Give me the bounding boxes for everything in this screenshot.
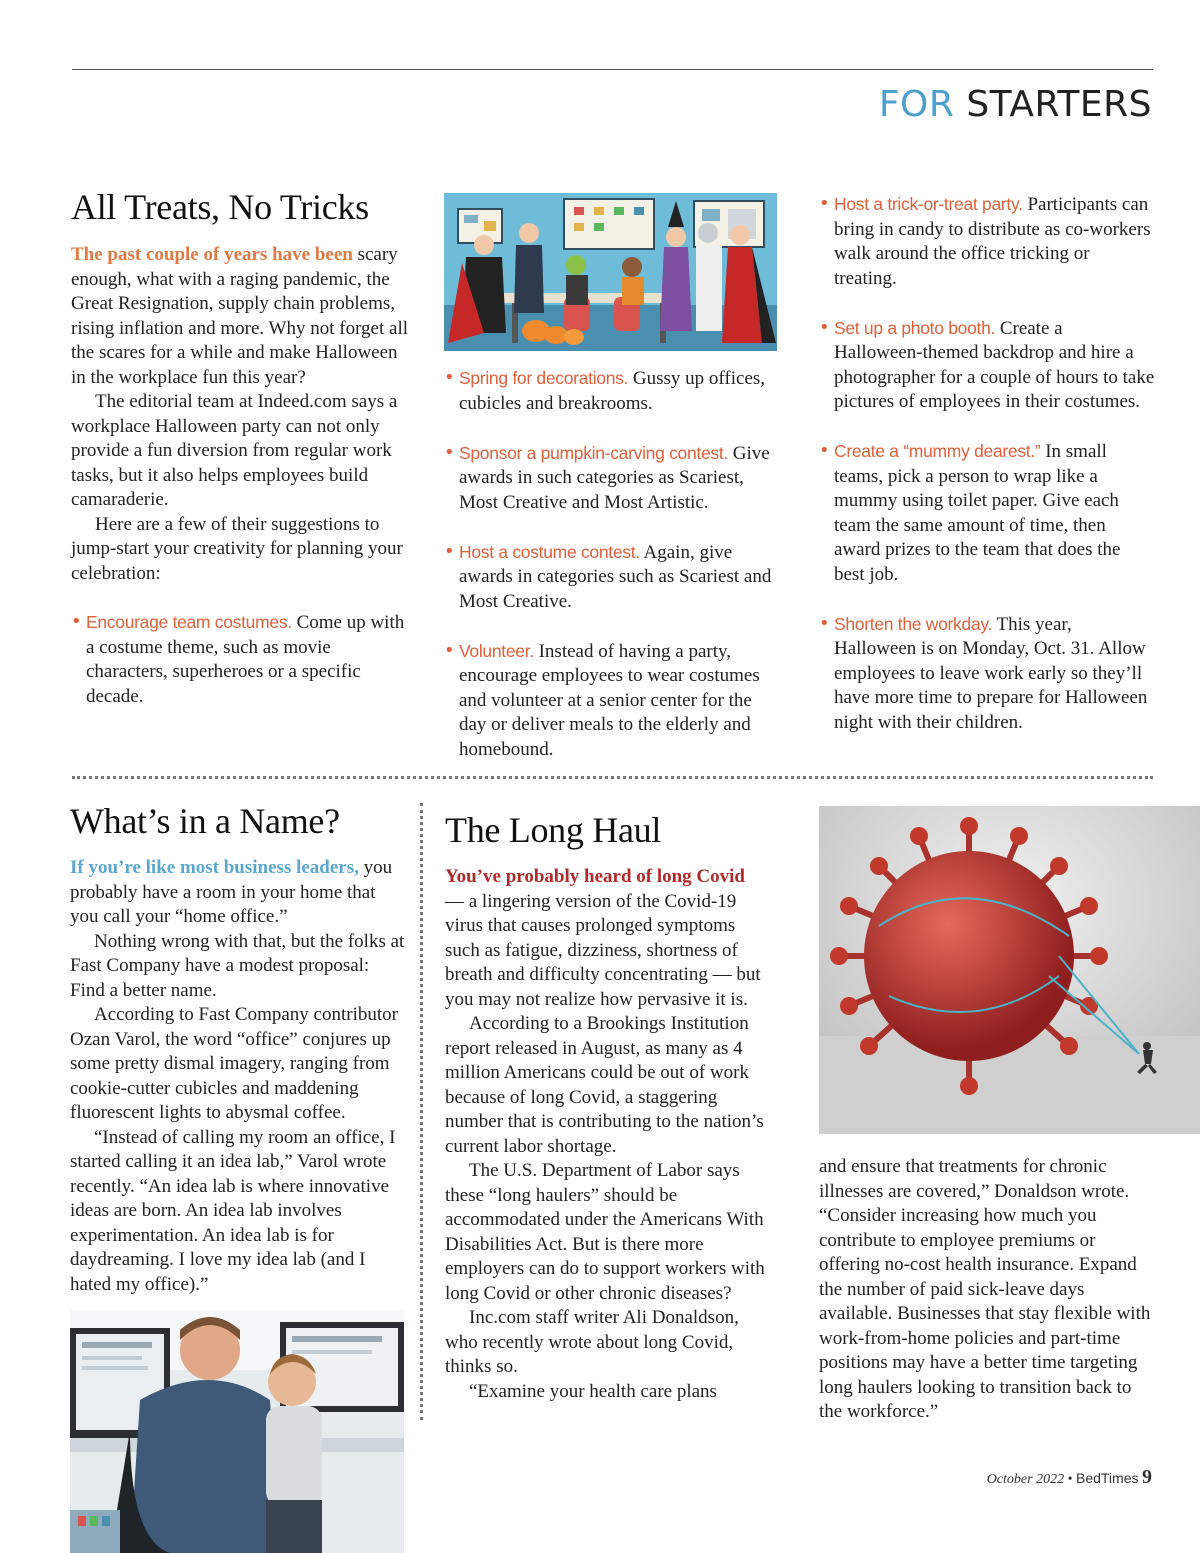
tips-list-1 (71, 610, 411, 709)
section-divider-horizontal (72, 776, 1153, 779)
name-p3: According to Fast Company contributor Ozan Varol, the word “office” conjures up some pretty dismal imagery, ranging from cookie-cutter cubicles and maddening fluorescent lights to abysmal coffee. (70, 1004, 398, 1123)
list-item: • Encourage team costumes. Come up with a costume theme, such as movie characters, superheroes or a specific decade. (71, 610, 411, 709)
haul-continued (819, 1155, 1155, 1425)
treats-body (71, 243, 411, 586)
haul-p4: Inc.com staff writer Ali Donaldson, who recently wrote about long Covid, thinks so. (445, 1307, 739, 1377)
page-footer (987, 1466, 1152, 1489)
list-item: • Volunteer. Instead of having a party, encourage employees to wear costumes and volunteer at a senior center for the day or deliver meals to the elderly and homebound. (444, 639, 779, 763)
tips-list-2 (444, 366, 779, 762)
page-number: 9 (1142, 1466, 1152, 1488)
footer-separator: • (1067, 1472, 1073, 1487)
haul-p3: The U.S. Department of Labor says these “long haulers” should be accommodated under the Americans With Disabilities Act. But is there more employers can do to support workers with long Covid or other chronic diseases? (445, 1160, 765, 1304)
halloween-office-illustration (444, 193, 777, 351)
section-header (879, 84, 1152, 125)
name-p2: Nothing wrong with that, but the folks at Fast Company have a modest proposal: Find a better name. (70, 930, 405, 1001)
treats-article (71, 186, 411, 734)
tips-list-3 (819, 192, 1155, 735)
treats-p2: The editorial team at Indeed.com says a workplace Halloween party can not only provide a fun diversion from regular work tasks, but it also helps employees build camaraderie. (71, 391, 398, 510)
name-article (70, 800, 405, 1297)
tips-column-3 (819, 192, 1155, 760)
haul-article (445, 809, 765, 1404)
haul-p5: “Examine your health care plans (469, 1380, 717, 1402)
section-word-starters: STARTERS (966, 84, 1152, 125)
treats-p1: scary enough, what with a raging pandemic, the Great Resignation, supply chain problems, rising inflation and more. Why not forget all the scares for a while and make Halloween in the workplace fun this year? (71, 244, 409, 388)
home-office-photo (70, 1310, 404, 1553)
name-p4: “Instead of calling my room an office, I started calling it an idea lab,” Varol wrote recently. “An idea lab is where innovative ideas are born. An idea lab involves experimentation. An idea lab is for daydreaming. I love my idea lab (and I hated my office).” (70, 1126, 396, 1295)
haul-p6: and ensure that treatments for chronic illnesses are covered,” Donaldson wrote. “Consider increasing how much you contribute to employee premiums or offering no-cost health insurance. Expand the number of paid sick-leave days available. Businesses that stay flexible with work-from-home policies and part-time positions may have a better time targeting long haulers looking to transition back to the workforce.” (819, 1156, 1151, 1422)
issue-date: October 2022 (986, 1472, 1065, 1487)
top-rule (72, 69, 1153, 70)
section-divider-vertical (420, 803, 423, 1420)
haul-p2: According to a Brookings Institution report released in August, as many as 4 million Americans could be out of work because of long Covid, a staggering number that is contributing to the nation’s current labor shortage. (445, 1013, 764, 1157)
section-word-for: FOR (878, 84, 955, 125)
publication-name: BedTimes (1075, 1470, 1139, 1486)
list-item: • Host a costume contest. Again, give awards in categories such as Scariest and Most Creative. (444, 540, 779, 615)
name-lead: If you’re like most business leaders, (70, 857, 359, 878)
treats-p3: Here are a few of their suggestions to jump-start your creativity for planning your celebration: (71, 513, 403, 584)
list-item: • Set up a photo booth. Create a Halloween-themed backdrop and hire a photographer for a couple of hours to take pictures of employees in their costumes. (819, 316, 1155, 415)
haul-p1: — a lingering version of the Covid-19 virus that causes prolonged symptoms such as fatigue, dizziness, shortness of breath and difficulty concentrating — but you may not realize how pervasive it is. (445, 890, 761, 1010)
list-item: • Spring for decorations. Gussy up offices, cubicles and breakrooms. (444, 366, 779, 416)
virus-illustration (819, 806, 1200, 1134)
list-item: • Sponsor a pumpkin-carving contest. Give awards in such categories as Scariest, Most Creative and Most Artistic. (444, 441, 779, 516)
treats-title: All Treats, No Tricks (71, 187, 369, 227)
list-item: • Create a “mummy dearest.” In small teams, pick a person to wrap like a mummy using toilet paper. Give each team the same amount of time, then award prizes to the team that does the best job. (819, 439, 1155, 587)
haul-title: The Long Haul (445, 810, 662, 850)
treats-lead: The past couple of years have been (71, 244, 353, 265)
haul-lead: You’ve probably heard of long Covid (445, 866, 746, 887)
list-item: • Shorten the workday. This year, Halloween is on Monday, Oct. 31. Allow employees to leave work early so they’ll have more time to prepare for Halloween night with their children. (819, 612, 1155, 736)
name-p1: you probably have a room in your home that you call your “home office.” (70, 857, 393, 927)
name-body (70, 856, 405, 1297)
haul-body (445, 865, 765, 1404)
name-title: What’s in a Name? (70, 801, 340, 841)
list-item: • Host a trick-or-treat party. Participants can bring in candy to distribute as co-workers walk around the office tricking or treating. (819, 192, 1155, 291)
tips-column-2 (444, 366, 779, 787)
